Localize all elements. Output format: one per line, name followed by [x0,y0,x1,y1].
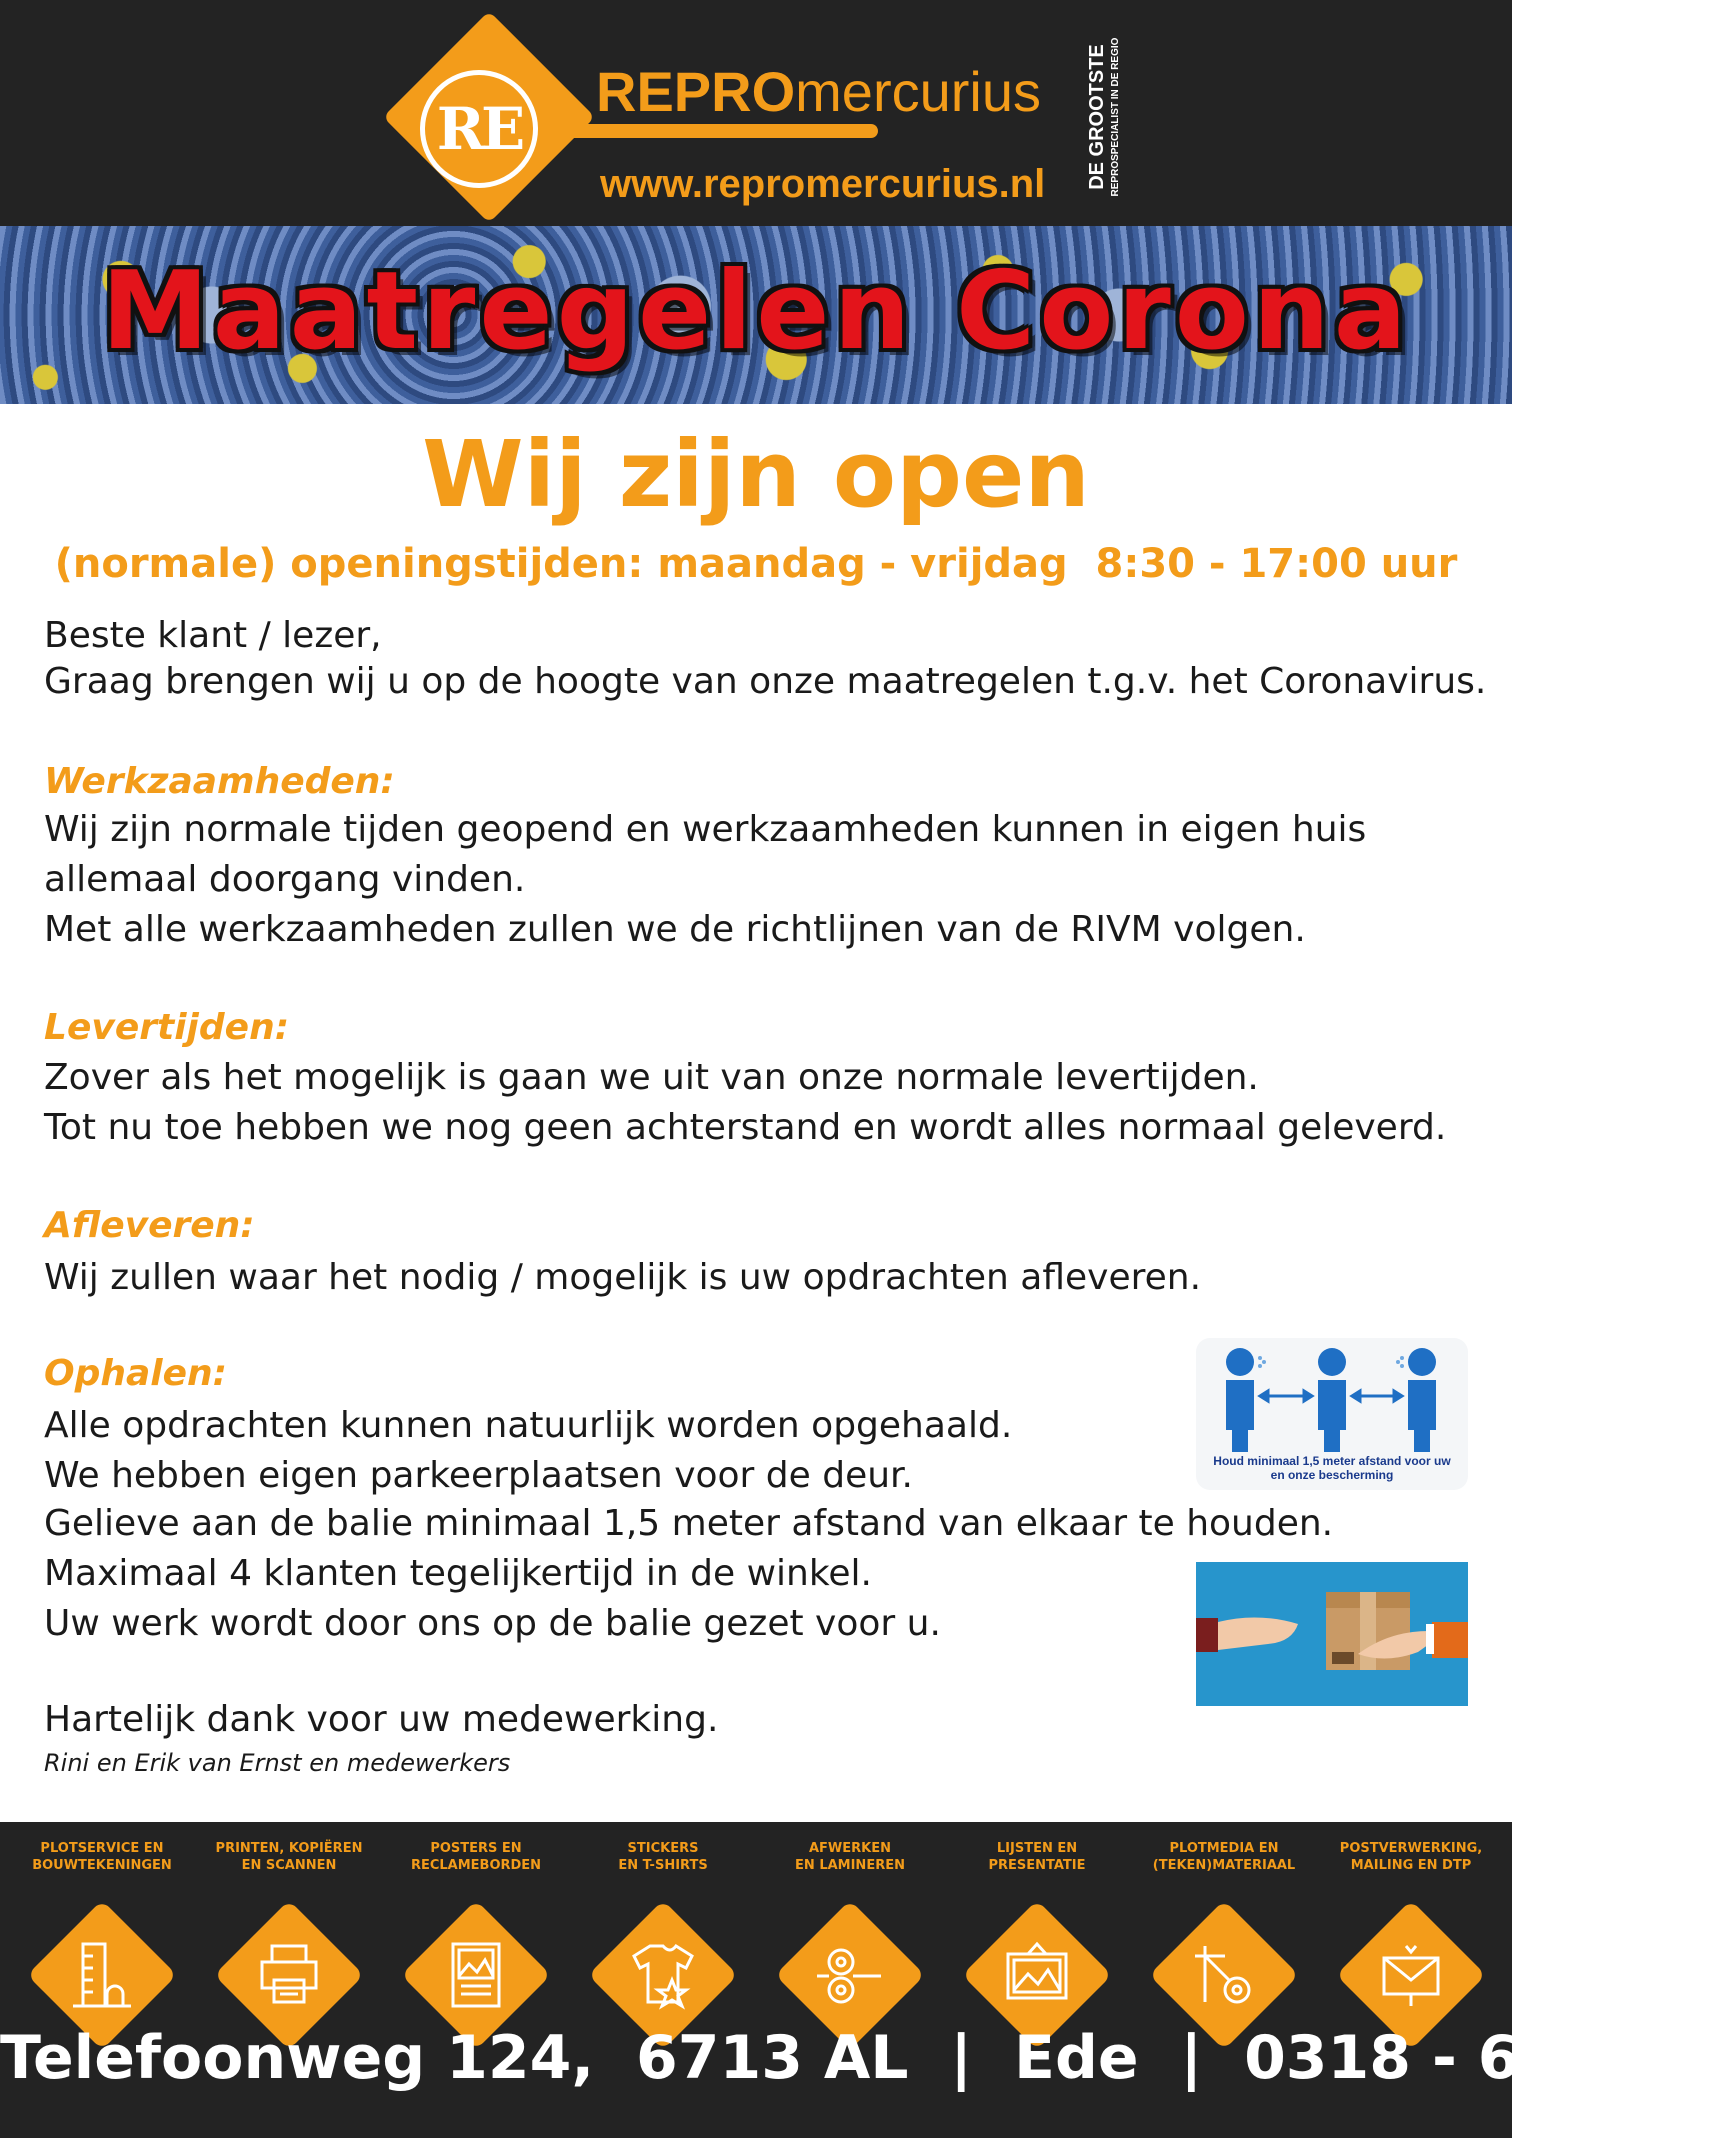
header [0,0,1512,226]
service-label: AFWERKEN EN LAMINEREN [795,1841,905,1873]
section-line: Wij zullen waar het nodig / mogelijk is uw opdrachten afleveren. [44,1257,1202,1298]
footer-address: Telefoonweg 124, 6713 AL | Ede | 0318 - 619018 [0,2023,1728,2093]
service-label: PLOTMEDIA EN (TEKEN)MATERIAAL [1152,1841,1296,1873]
service-label: POSTVERWERKING, MAILING EN DTP [1339,1841,1483,1873]
closing-thanks: Hartelijk dank voor uw medewerking. [44,1699,719,1740]
opening-hours: (normale) openingstijden: maandag - vrijdag 8:30 - 17:00 uur [54,541,1458,587]
footer [0,1822,1728,2138]
section-line: Uw werk wordt door ons op de balie gezet voor u. [44,1603,941,1644]
section-line: Wij zijn normale tijden geopend en werkzaamheden kunnen in eigen huis [44,809,1367,850]
envelope-pen-icon [1372,1936,1450,2014]
intro-greeting: Beste klant / lezer, [44,615,382,656]
logo-initials: RE [436,95,522,163]
section-line: Alle opdrachten kunnen natuurlijk worden opgehaald. [44,1405,1013,1446]
drawing-tools-icon [1185,1936,1263,2014]
banner-title: Maatregelen Corona [101,249,1411,374]
section-line: Maximaal 4 klanten tegelijkertijd in de winkel. [44,1553,872,1594]
section-heading-ophalen: Ophalen: [44,1353,228,1394]
section-line: Tot nu toe hebben we nog geen achterstand en wordt alles normaal geleverd. [44,1107,1447,1148]
poster-icon [437,1936,515,2014]
section-line: Gelieve aan de balie minimaal 1,5 meter afstand van elkaar te houden. [44,1503,1334,1544]
side-tagline-title: DE GROOTSTE [1086,44,1108,190]
tshirt-star-icon [624,1936,702,2014]
package-handover-icon [1196,1562,1468,1706]
building-drawing-icon [63,1936,141,2014]
side-tagline-subtitle: REPROSPECIALIST IN DE REGIO [1110,37,1121,197]
logo-bar [548,124,878,138]
brand-url[interactable]: www.repromercurius.nl [600,162,1046,206]
open-title: Wij zijn open [422,421,1090,528]
social-distance-image [1196,1338,1468,1490]
section-heading-werkzaamheden: Werkzaamheden: [44,761,395,802]
caption-line: en onze bescherming [1270,1468,1394,1482]
service-label: PRINTEN, KOPIËREN EN SCANNEN [215,1841,363,1873]
frame-icon [998,1936,1076,2014]
logo-circle [420,70,538,188]
section-line: Zover als het mogelijk is gaan we uit van onze normale levertijden. [44,1057,1259,1098]
intro-text: Graag brengen wij u op de hoogte van onze maatregelen t.g.v. het Coronavirus. [44,661,1487,702]
service-label: PLOTSERVICE EN BOUWTEKENINGEN [32,1841,172,1873]
section-line: Met alle werkzaamheden zullen we de richtlijnen van de RIVM volgen. [44,909,1306,950]
service-label: POSTERS EN RECLAMEBORDEN [410,1841,542,1873]
service-label: STICKERS EN T-SHIRTS [618,1841,708,1873]
brand-name [596,62,1041,122]
social-distance-caption [1196,1454,1468,1482]
brand-name-bold: REPRO [596,60,796,123]
caption-line: Houd minimaal 1,5 meter afstand voor uw [1213,1454,1451,1468]
section-line: We hebben eigen parkeerplaatsen voor de deur. [44,1455,913,1496]
section-heading-afleveren: Afleveren: [44,1205,255,1246]
brand-name-light: mercurius [795,60,1041,123]
social-distance-people-icon [1196,1338,1468,1454]
section-heading-levertijden: Levertijden: [44,1007,290,1048]
package-handover-image [1196,1562,1468,1706]
side-tagline [1086,28,1136,206]
printer-icon [250,1936,328,2014]
laminate-rolls-icon [811,1936,889,2014]
closing-signature: Rini en Erik van Ernst en medewerkers [44,1749,511,1777]
section-line: allemaal doorgang vinden. [44,859,526,900]
corona-banner [0,226,1512,404]
service-label: LIJSTEN EN PRESENTATIE [988,1841,1086,1873]
